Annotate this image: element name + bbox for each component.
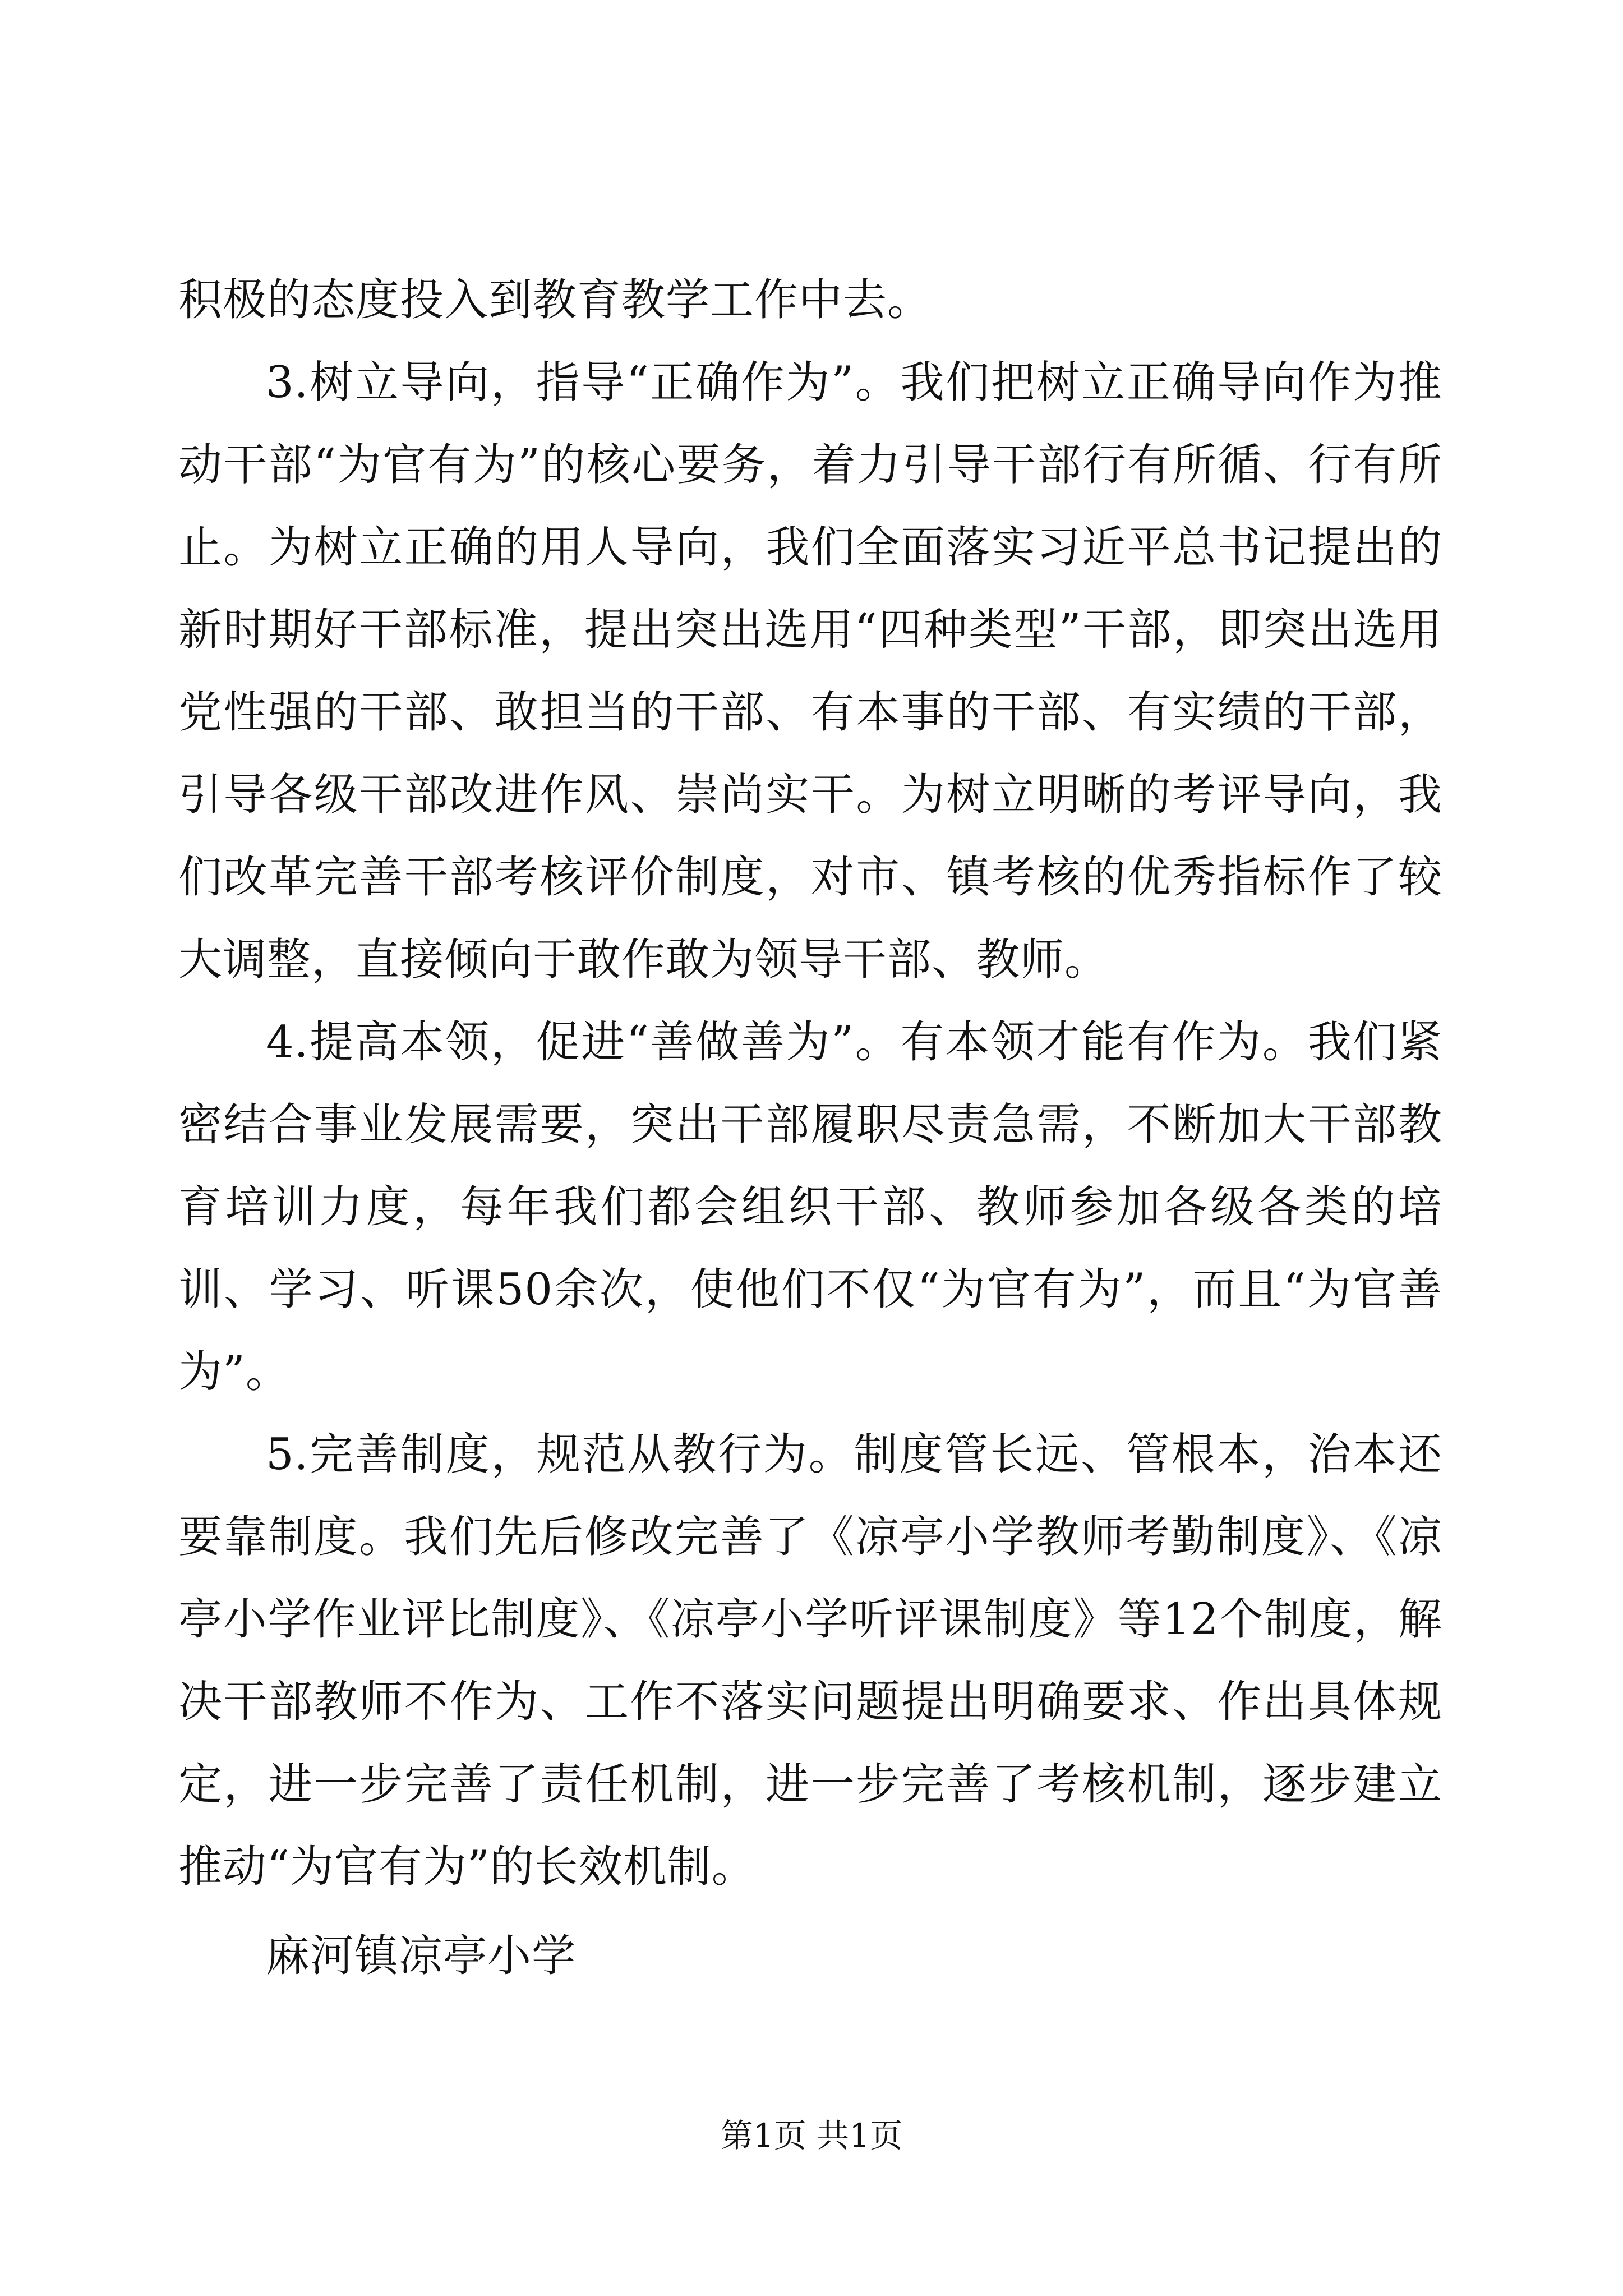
- paragraph-item-5: 5.完善制度，规范从教行为。制度管长远、管根本，治本还要靠制度。我们先后修改完善了《凉亭小学教师考勤制度》、《凉亭小学作业评比制度》、《凉亭小学听评课制度》等12个制度，解决干部教师不作为、工作不落实问题提出明确要求、作出具体规定，进一步完善了责任机制，进一步完善了考核机制，逐步建立推动“为官有为”的长效机制。: [178, 1429, 1442, 1892]
- page-footer: [0, 2116, 1623, 2155]
- signature-line: 麻河镇凉亭小学: [266, 1931, 577, 1981]
- paragraph-continuation: 积极的态度投入到教育教学工作中去。: [178, 275, 932, 325]
- page-number-label: 第1页 共1页: [720, 2116, 903, 2155]
- document-body: [178, 259, 1442, 1998]
- paragraph-item-3: 3.树立导向，指导“正确作为”。我们把树立正确导向作为推动干部“为官有为”的核心要务，着力引导干部行有所循、行有所止。为树立正确的用人导向，我们全面落实习近平总书记提出的新时期好干部标准，提出突出选用“四种类型”干部，即突出选用党性强的干部、敢担当的干部、有本事的干部、有实绩的干部，引导各级干部改进作风、崇尚实干。为树立明晰的考评导向，我们改革完善干部考核评价制度，对市、镇考核的优秀指标作了较大调整，直接倾向于敢作敢为领导干部、教师。: [178, 357, 1442, 985]
- paragraph-item-4: 4.提高本领，促进“善做善为”。有本领才能有作为。我们紧密结合事业发展需要，突出干部履职尽责急需，不断加大干部教育培训力度，每年我们都会组织干部、教师参加各级各类的培训、学习、听课50余次，使他们不仅“为官有为”，而且“为官善为”。: [178, 1017, 1442, 1397]
